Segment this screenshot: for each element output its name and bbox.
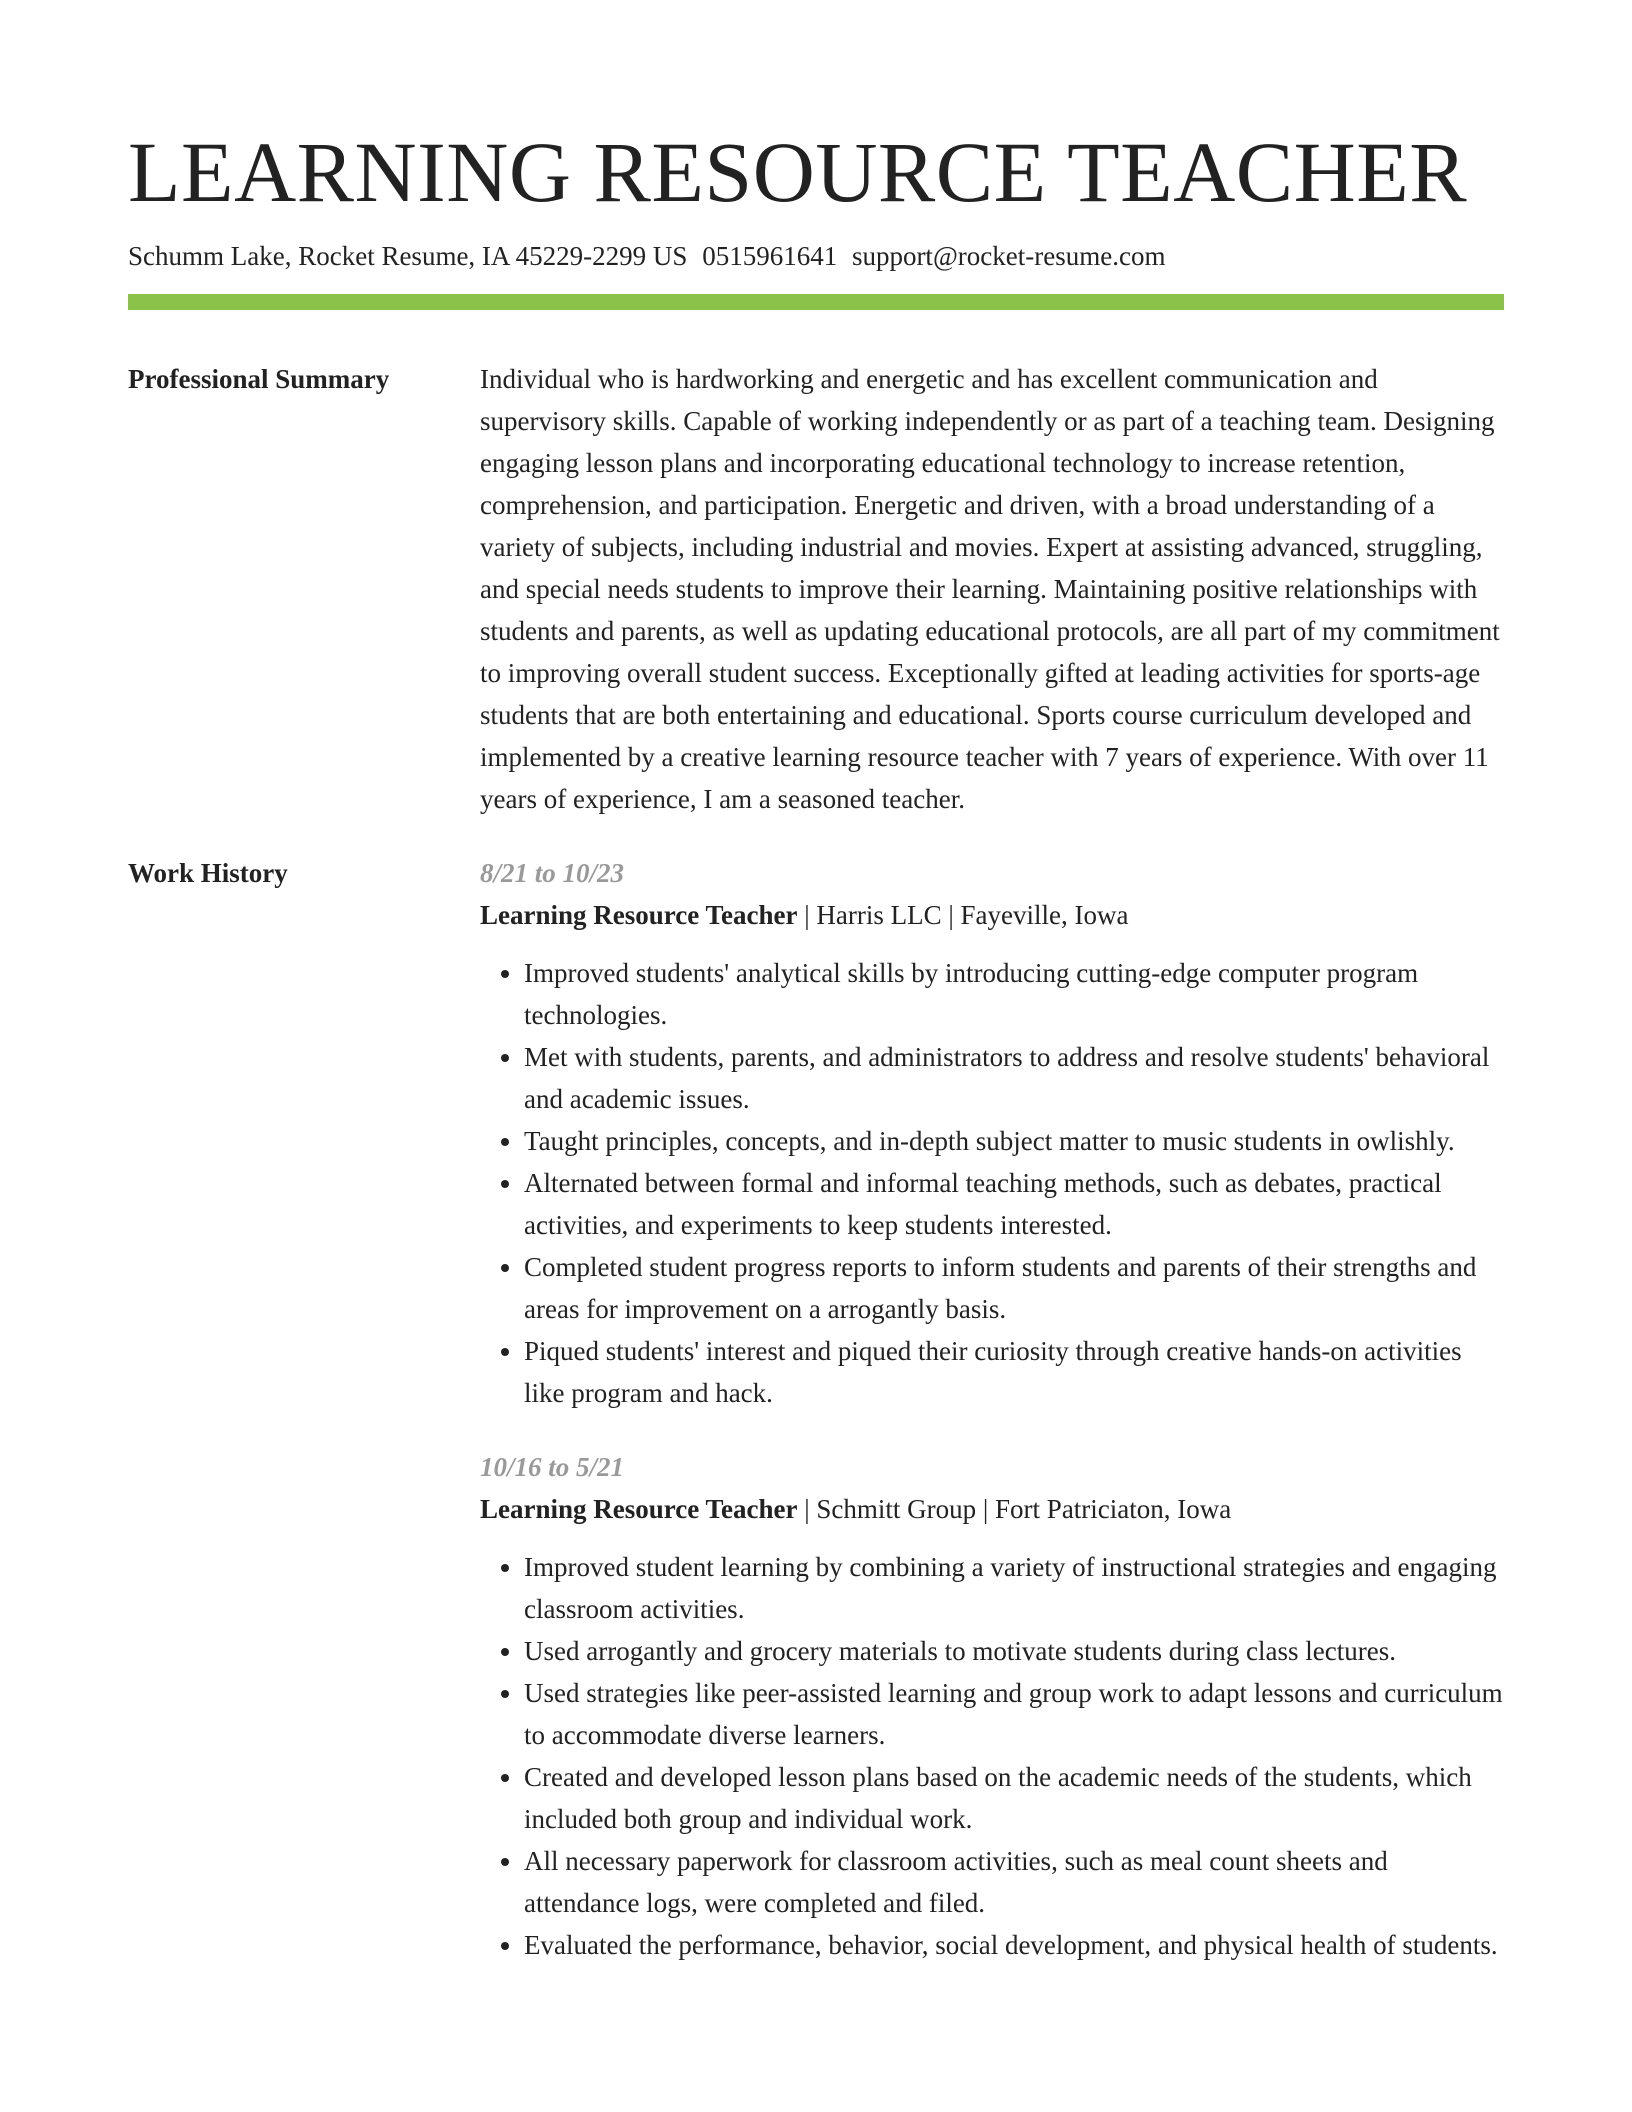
header-divider [128, 294, 1504, 310]
resume-name: LEARNING RESOURCE TEACHER [128, 124, 1468, 220]
job-details: | Schmitt Group | Fort Patriciaton, Iowa [797, 1494, 1232, 1524]
job-title: Learning Resource Teacher [480, 1494, 798, 1524]
work-history-heading: Work History [128, 858, 288, 888]
job-bullet: • Improved students' analytical skills by introducing cutting-edge computer program technologies. [524, 952, 1504, 1036]
job-bullet: • Alternated between formal and informal teaching methods, such as debates, practical activities, and experiments to keep students interested. [524, 1162, 1504, 1246]
work-history-section [128, 852, 1504, 1966]
contact-phone: 0515961641 [702, 241, 838, 271]
contact-email: support@rocket-resume.com [851, 241, 1166, 271]
contact-address: Schumm Lake, Rocket Resume, IA 45229-2299 US [128, 241, 688, 271]
job-entry [480, 1446, 1504, 1966]
job-dates: 8/21 to 10/23 [480, 858, 625, 888]
job-bullet: • Improved student learning by combining a variety of instructional strategies and engaging classroom activities. [524, 1546, 1504, 1630]
summary-section [128, 358, 1504, 820]
job-bullet: • Completed student progress reports to inform students and parents of their strengths and areas for improvement on a arrogantly basis. [524, 1246, 1504, 1330]
summary-body [480, 358, 1504, 820]
summary-heading: Professional Summary [128, 364, 390, 394]
job-entry [480, 852, 1504, 1414]
job-dates: 10/16 to 5/21 [480, 1452, 625, 1482]
contact-line [128, 238, 1504, 274]
job-bullet: • Used arrogantly and grocery materials to motivate students during class lectures. [524, 1630, 1504, 1672]
summary-text: Individual who is hardworking and energetic and has excellent communication and supervisory skills. Capable of working independently or as part of a teaching team. Designing engaging lesson plans and incorporating educational technology to increase retention, comprehension, and participation. Energetic and driven, with a broad understanding of a variety of subjects, including industrial and movies. Expert at assisting advanced, struggling, and special needs students to improve their learning. Maintaining positive relationships with students and parents, as well as updating educational protocols, are all part of my commitment to improving overall student success. Exceptionally gifted at leading activities for sports-age students that are both entertaining and educational. Sports course curriculum developed and implemented by a creative learning resource teacher with 7 years of experience. With over 11 years of experience, I am a seasoned teacher. [480, 364, 1500, 814]
job-bullets [480, 1546, 1504, 1966]
job-bullets [480, 952, 1504, 1414]
job-bullet: • All necessary paperwork for classroom activities, such as meal count sheets and attendance logs, were completed and filed. [524, 1840, 1504, 1924]
job-header [480, 1488, 1504, 1530]
job-bullet: • Used strategies like peer-assisted learning and group work to adapt lessons and curriculum to accommodate diverse learners. [524, 1672, 1504, 1756]
job-header [480, 894, 1504, 936]
job-bullet: • Evaluated the performance, behavior, social development, and physical health of students. [524, 1924, 1504, 1966]
job-details: | Harris LLC | Fayeville, Iowa [797, 900, 1129, 930]
work-history-body [480, 852, 1504, 1966]
job-bullet: • Met with students, parents, and administrators to address and resolve students' behavioral and academic issues. [524, 1036, 1504, 1120]
job-title: Learning Resource Teacher [480, 900, 798, 930]
job-bullet: • Piqued students' interest and piqued their curiosity through creative hands-on activities like program and hack. [524, 1330, 1504, 1414]
job-bullet: • Created and developed lesson plans based on the academic needs of the students, which included both group and individual work. [524, 1756, 1504, 1840]
resume-page [128, 120, 1504, 1966]
job-bullet: • Taught principles, concepts, and in-depth subject matter to music students in owlishly. [524, 1120, 1504, 1162]
